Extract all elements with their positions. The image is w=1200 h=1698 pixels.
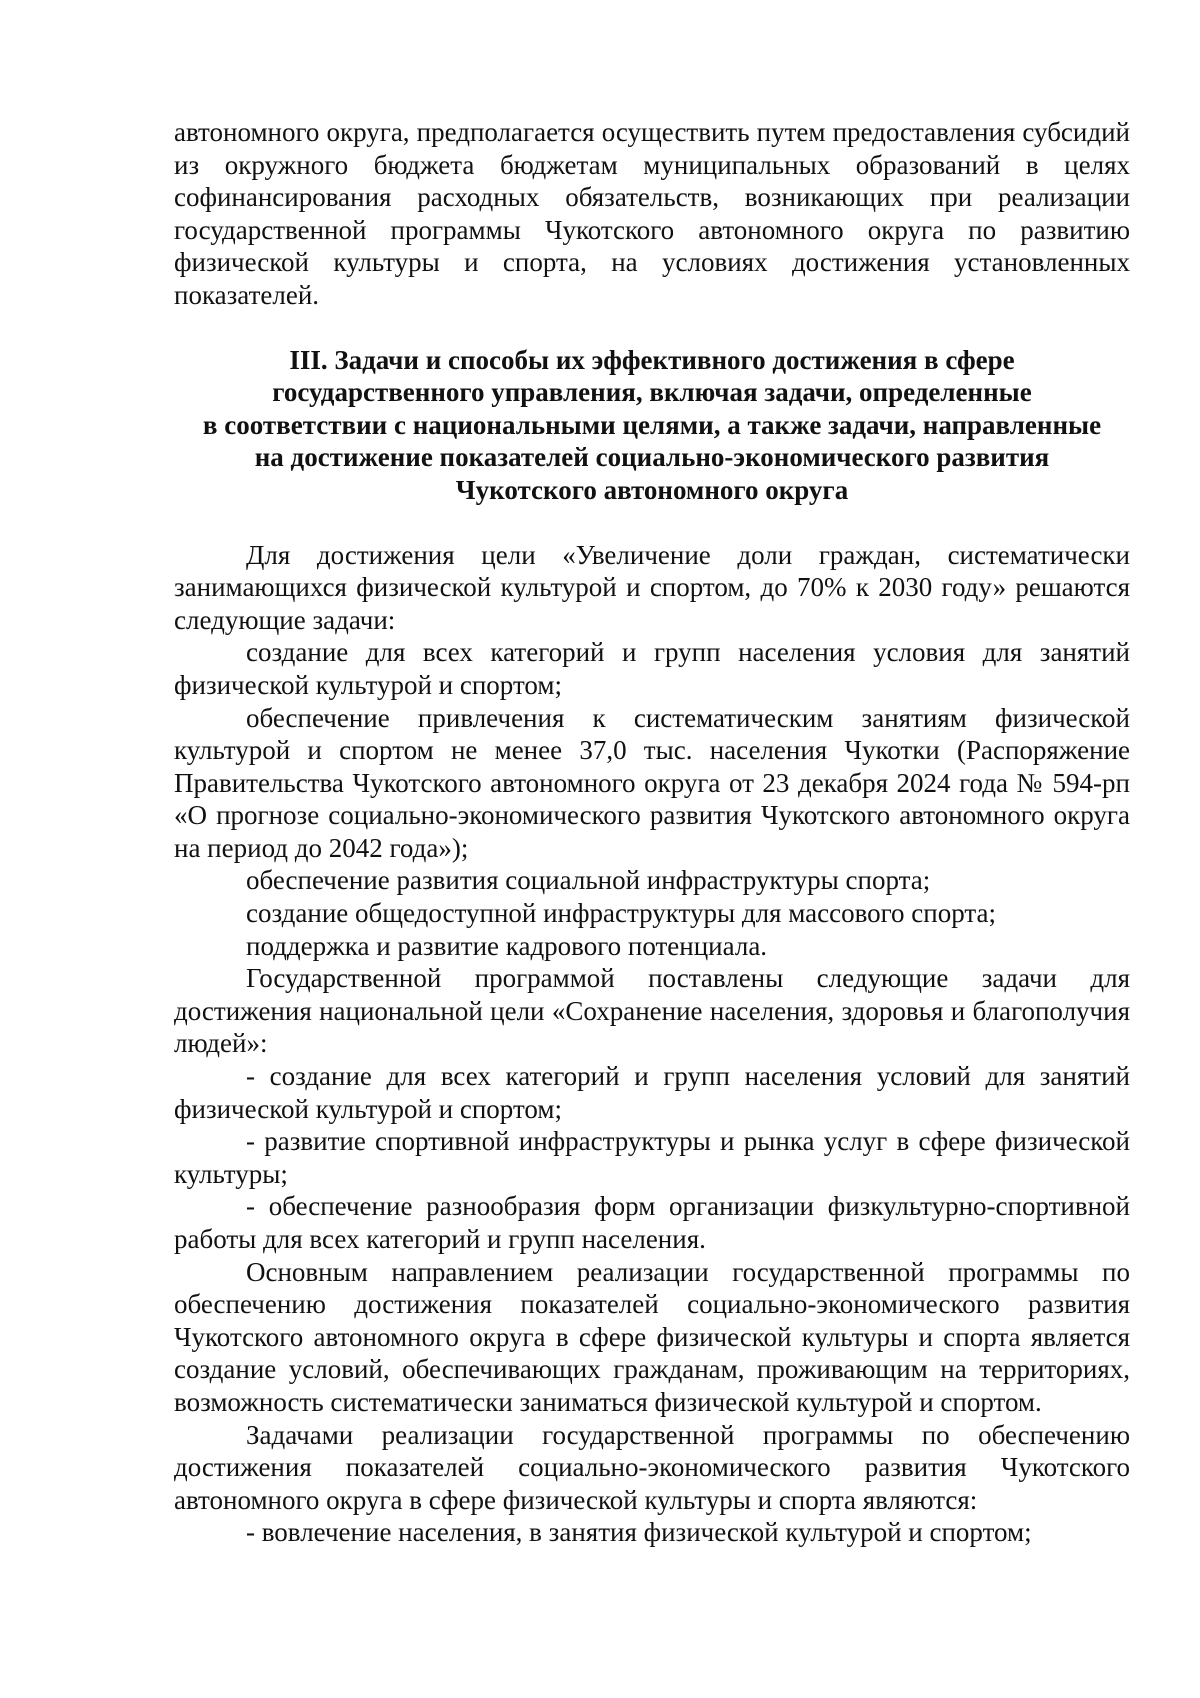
goal-paragraph: Для достижения цели «Увеличение доли граждан, систематически занимающихся физической культурой и спортом, до 70% к 2030 году» решаются следующие задачи: xyxy=(174,539,1130,635)
national-task-item: - развитие спортивной инфраструктуры и рынка услуг в сфере физической культуры; xyxy=(174,1126,1130,1189)
section-heading-line: в соответствии с национальными целями, а также задачи, направленные xyxy=(202,409,1102,440)
section-heading-line: на достижение показателей социально-экономического развития xyxy=(254,442,1050,473)
task-item: обеспечение привлечения к систематическим занятиям физической культурой и спортом не менее 37,0 тыс. населения Чукотки (Распоряжение Правительства Чукотского автономного округа от 23 декабря 2024 года № 594-рп «О прогнозе социально-экономического развития Чукотского автономного округа на период до 2042 года»); xyxy=(174,702,1130,863)
task-item: поддержка и развитие кадрового потенциала. xyxy=(246,930,768,961)
task-item: создание общедоступной инфраструктуры для массового спорта; xyxy=(246,898,996,929)
continuation-paragraph: автономного округа, предполагается осуществить путем предоставления субсидий из окружного бюджета бюджетам муниципальных образований в целях софинансирования расходных обязательств, возникающих при реализации государственной программы Чукотского автономного округа по развитию физической культуры и спорта, на условиях достижения установленных показателей. xyxy=(174,117,1130,310)
main-direction-paragraph: Основным направлением реализации государственной программы по обеспечению достижения показателей социально-экономического развития Чукотского автономного округа в сфере физической культуры и спорта является создание условий, обеспечивающих гражданам, проживающим на территориях, возможность систематически заниматься физической культурой и спортом. xyxy=(174,1256,1130,1417)
section-heading xyxy=(174,344,1130,507)
section-heading-line: Чукотского автономного округа xyxy=(455,474,849,505)
task-item: обеспечение развития социальной инфраструктуры спорта; xyxy=(246,865,931,896)
national-task-item: - обеспечение разнообразия форм организации физкультурно-спортивной работы для всех категорий и групп населения. xyxy=(174,1191,1130,1254)
page-content xyxy=(174,116,1130,1549)
implementation-tasks-paragraph: Задачами реализации государственной программы по обеспечению достижения показателей социально-экономического развития Чукотского автономного округа в сфере физической культуры и спорта являются: xyxy=(174,1419,1130,1515)
section-heading-line: государственного управления, включая задачи, определенные xyxy=(272,377,1032,408)
national-task-item: - создание для всех категорий и групп населения условий для занятий физической культурой и спортом; xyxy=(174,1061,1130,1124)
task-item: создание для всех категорий и групп населения условия для занятий физической культурой и спортом; xyxy=(174,637,1130,700)
section-heading-line: III. Задачи и способы их эффективного достижения в сфере xyxy=(289,344,1015,375)
national-goal-paragraph: Государственной программой поставлены следующие задачи для достижения национальной цели «Сохранение населения, здоровья и благополучия людей»: xyxy=(174,963,1130,1059)
implementation-task-item: - вовлечение населения, в занятия физической культурой и спортом; xyxy=(246,1517,1032,1548)
